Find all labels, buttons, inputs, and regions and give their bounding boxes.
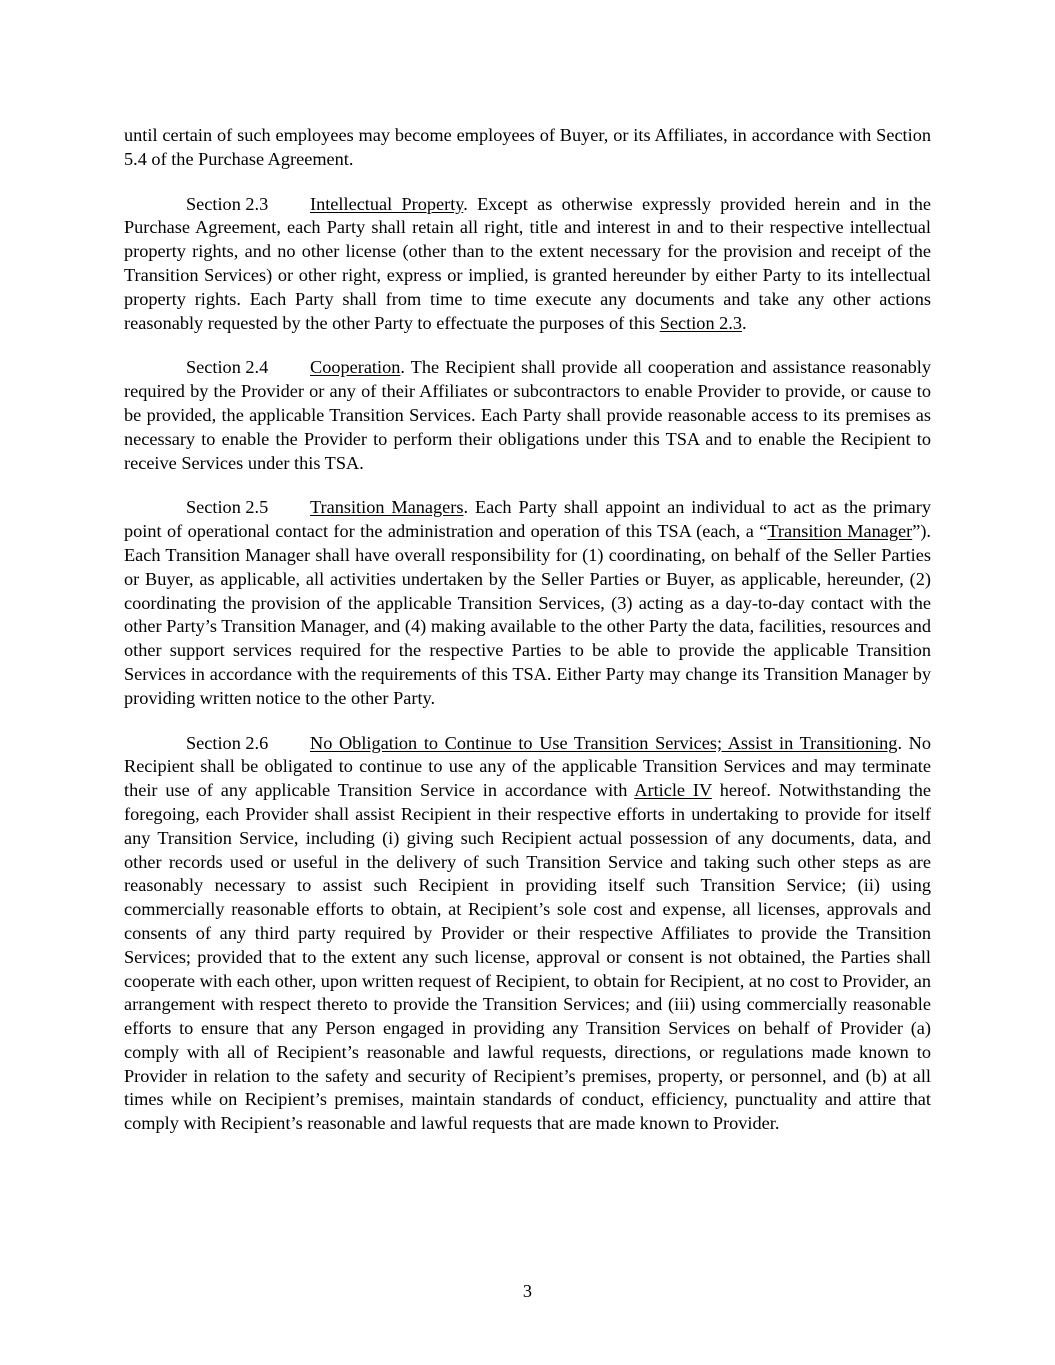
- section-text-end: hereof. Notwithstanding the foregoing, each Provider shall assist Recipient in their respective efforts in undertaking to provide for itself any Transition Service, including (i) giving such Recipient actual possession of any documents, data, and other records used or useful in the delivery of such Transition Service and taking such other steps as are reasonably necessary to assist such Recipient in providing itself such Transition Service; (ii) using commercially reasonable efforts to obtain, at Recipient’s sole cost and expense, all licenses, approvals and consents of any third party required by Provider or their respective Affiliates to provide the Transition Services; provided that to the extent any such license, approval or consent is not obtained, the Parties shall cooperate with each other, upon written request of Recipient, to obtain for Recipient, at no cost to Provider, an arrangement with respect thereto to provide the Transition Services; and (iii) using commercially reasonable efforts to ensure that any Person engaged in providing any Transition Services on behalf of Provider (a) comply with all of Recipient’s reasonable and lawful requests, directions, or regulations made known to Provider in relation to the safety and security of Recipient’s premises, property, or personnel, and (b) at all times while on Recipient’s premises, maintain standards of conduct, efficiency, punctuality and attire that comply with Recipient’s reasonable and lawful requests that are made known to Provider.: [124, 780, 931, 1134]
- section-text: . Each Party shall appoint an individual to act as the primary point of operational contact for the administration and operation of this TSA (each, a “: [124, 497, 931, 542]
- section-number: Section 2.6: [186, 732, 269, 753]
- section-heading: No Obligation to Continue to Use Transition Services; Assist in Transitioning: [310, 732, 898, 753]
- section-cross-reference: Article IV: [634, 780, 712, 801]
- section-text-end: ”). Each Transition Manager shall have overall responsibility for (1) coordinating, on behalf of the Seller Parties or Buyer, as applicable, all activities undertaken by the Seller Parties or Buyer, as applicable, hereunder, (2) coordinating the provision of the applicable Transition Services, (3) acting as a day-to-day contact with the other Party’s Transition Manager, and (4) making available to the other Party the data, facilities, resources and other support services required for the respective Parties to be able to provide the applicable Transition Services in accordance with the requirements of this TSA. Either Party may change its Transition Manager by providing written notice to the other Party.: [124, 521, 931, 708]
- section-2-3: [124, 193, 931, 336]
- section-2-6: [124, 732, 931, 1137]
- intro-paragraph: [124, 124, 931, 172]
- section-2-5: [124, 496, 931, 710]
- section-number: Section 2.5: [186, 497, 269, 518]
- defined-term: Transition Manager: [767, 521, 913, 542]
- section-heading: Cooperation: [310, 357, 401, 378]
- document-page: [124, 124, 931, 1157]
- section-cross-reference: Section 2.3: [659, 312, 743, 333]
- intro-text: until certain of such employees may become employees of Buyer, or its Affiliates, in accordance with Section 5.4 of the Purchase Agreement.: [124, 125, 931, 169]
- section-text: . Except as otherwise expressly provided herein and in the Purchase Agreement, each Party shall retain all right, title and interest in and to their respective intellectual property rights, and no other license (other than to the extent necessary for the provision and receipt of the Transition Services) or other right, express or implied, is granted hereunder by either Party to its intellectual property rights. Each Party shall from time to time execute any documents and take any other actions reasonably requested by the other Party to effectuate the purposes of this: [124, 193, 931, 333]
- section-heading: Intellectual Property: [310, 193, 464, 214]
- section-text: . No Recipient shall be obligated to continue to use any of the applicable Transition Services and may terminate their use of any applicable Transition Service in accordance with: [124, 732, 932, 801]
- section-number: Section 2.4: [186, 357, 269, 378]
- section-heading: Transition Managers: [310, 497, 464, 518]
- section-text-end: .: [742, 312, 747, 333]
- page-number: 3: [522, 1281, 533, 1301]
- section-text: . The Recipient shall provide all cooperation and assistance reasonably required by the Provider or any of their Affiliates or subcontractors to enable Provider to provide, or cause to be provided, the applicable Transition Services. Each Party shall provide reasonable access to its premises as necessary to enable the Provider to perform their obligations under this TSA and to enable the Recipient to receive Services under this TSA.: [124, 357, 931, 473]
- section-2-4: [124, 356, 931, 475]
- section-number: Section 2.3: [186, 193, 269, 214]
